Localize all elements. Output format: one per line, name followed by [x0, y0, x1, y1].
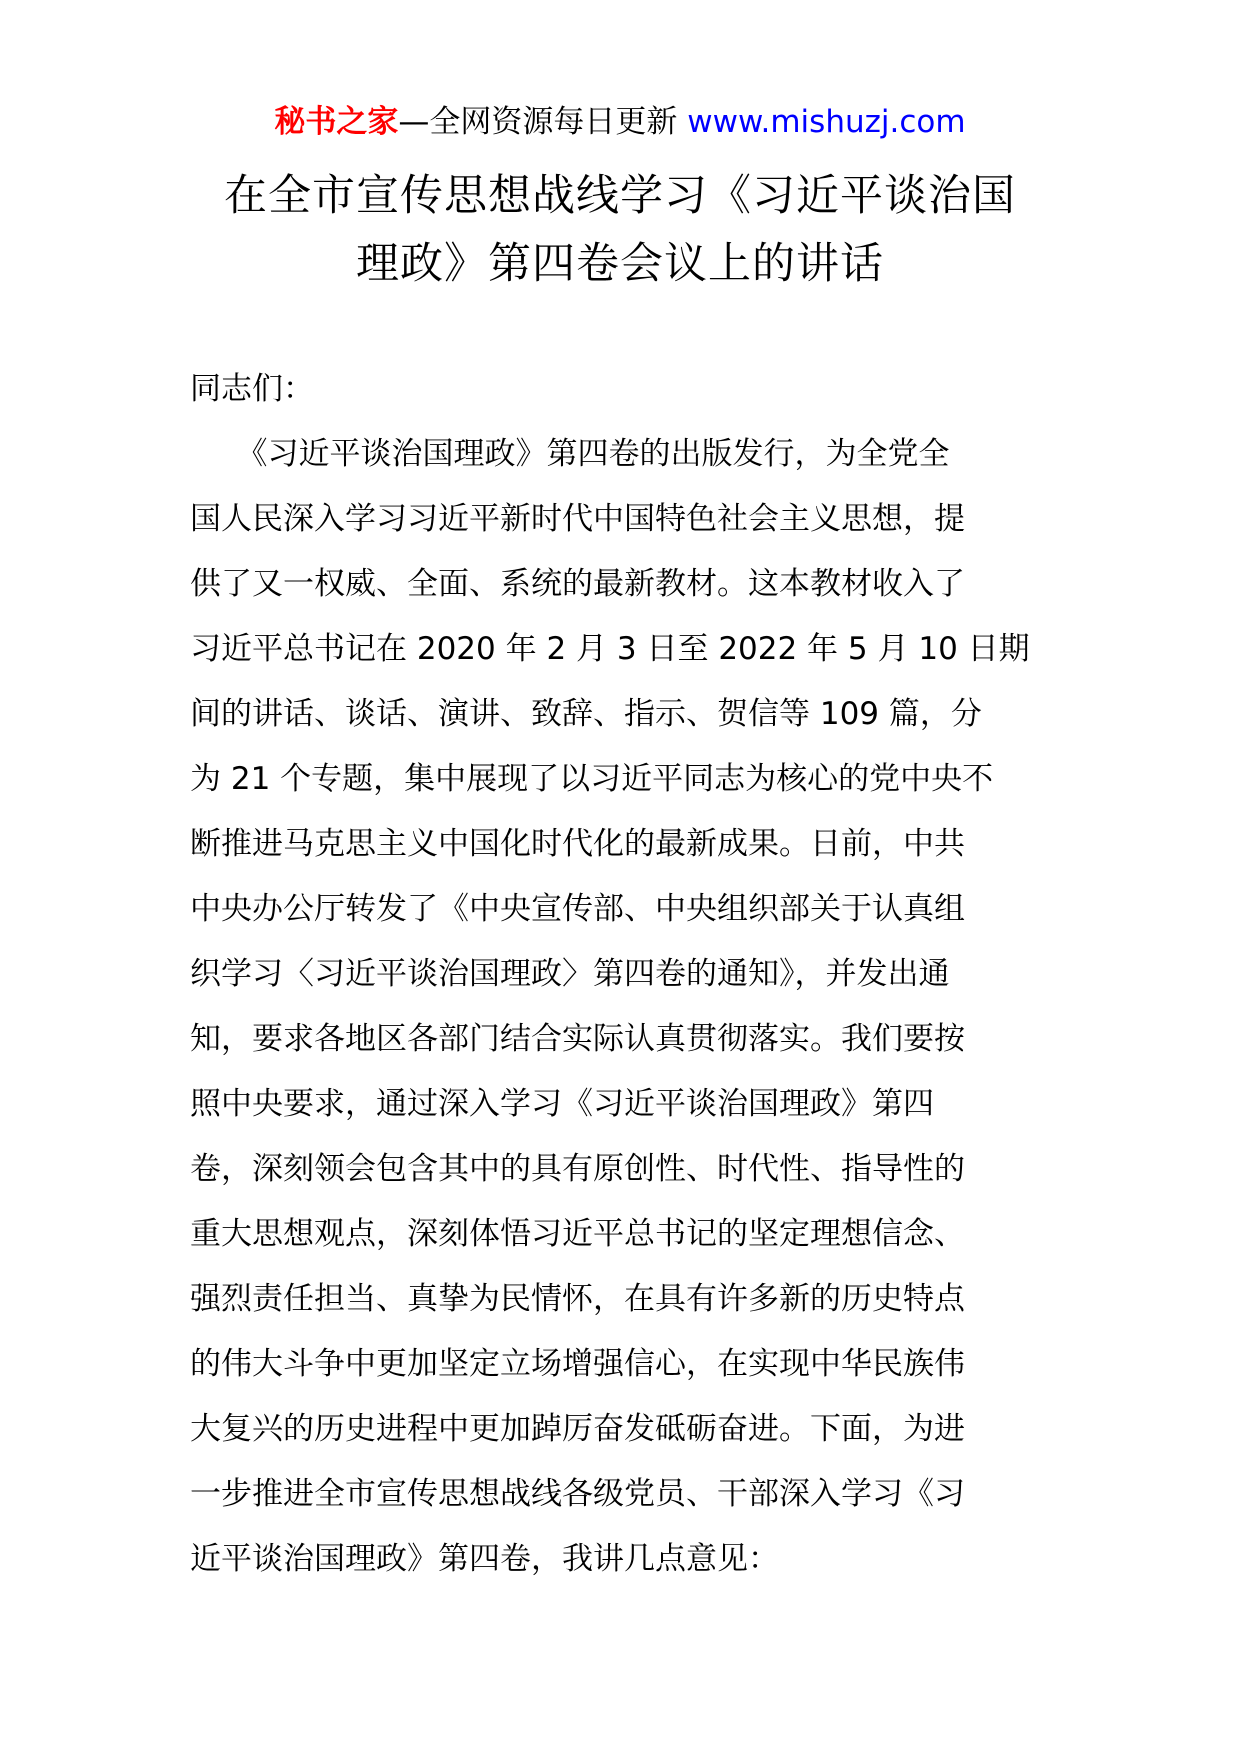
body-line: 为 21 个专题，集中展现了以习近平同志为核心的党中央不 — [190, 761, 994, 797]
brand-name: 秘书之家 — [274, 104, 399, 140]
body-line: 断推进马克思主义中国化时代化的最新成果。日前，中共 — [190, 826, 965, 862]
body-line: 中央办公厅转发了《中央宣传部、中央组织部关于认真组 — [190, 891, 965, 927]
body-line: 国人民深入学习习近平新时代中国特色社会主义思想，提 — [190, 501, 965, 537]
body-line: 《习近平谈治国理政》第四卷的出版发行，为全党全 — [190, 436, 950, 472]
body-line: 织学习〈习近平谈治国理政〉第四卷的通知》，并发出通 — [190, 956, 950, 992]
body-line: 大复兴的历史进程中更加踔厉奋发砥砺奋进。下面，为进 — [190, 1411, 965, 1447]
body-line: 供了又一权威、全面、系统的最新教材。这本教材收入了 — [190, 566, 965, 602]
body-line: 的伟大斗争中更加坚定立场增强信心，在实现中华民族伟 — [190, 1346, 965, 1382]
body-line: 卷，深刻领会包含其中的具有原创性、时代性、指导性的 — [190, 1151, 965, 1187]
site-header — [0, 100, 1240, 144]
body-line: 近平谈治国理政》第四卷，我讲几点意见： — [190, 1541, 779, 1577]
salutation: 同志们： — [190, 371, 314, 407]
document-title — [140, 162, 1100, 298]
body-line: 习近平总书记在 2020 年 2 月 3 日至 2022 年 5 月 10 日期 — [190, 631, 1030, 667]
body-line: 一步推进全市宣传思想战线各级党员、干部深入学习《习 — [190, 1476, 965, 1512]
title-line: 在全市宣传思想战线学习《习近平谈治国 — [224, 171, 1016, 221]
body-line: 照中央要求，通过深入学习《习近平谈治国理政》第四 — [190, 1086, 934, 1122]
body-line: 知，要求各地区各部门结合实际认真贯彻落实。我们要按 — [190, 1021, 965, 1057]
speech-body — [190, 357, 1060, 1592]
body-line: 重大思想观点，深刻体悟习近平总书记的坚定理想信念、 — [190, 1216, 965, 1252]
title-line: 理政》第四卷会议上的讲话 — [356, 239, 884, 289]
body-line: 强烈责任担当、真挚为民情怀，在具有许多新的历史特点 — [190, 1281, 965, 1317]
body-line: 间的讲话、谈话、演讲、致辞、指示、贺信等 109 篇，分 — [190, 696, 982, 732]
site-url-link[interactable]: www.mishuzj.com — [687, 104, 966, 140]
header-tagline: —全网资源每日更新 — [398, 104, 688, 140]
